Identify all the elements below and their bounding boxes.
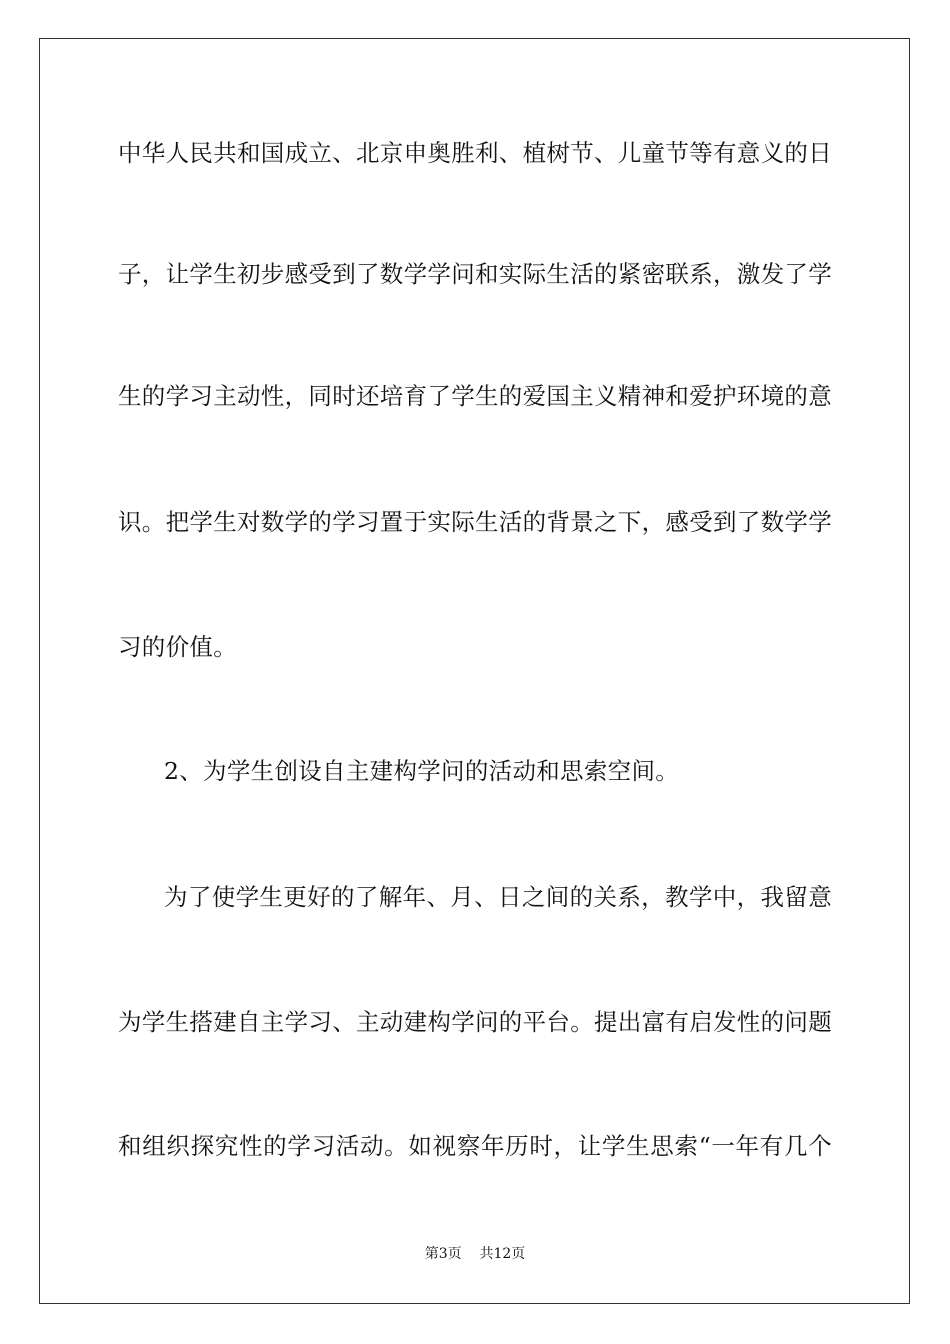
paragraph-line: 为学生搭建自主学习、主动建构学问的平台。提出富有启发性的问题 [118,1008,832,1036]
paragraph-line: 生的学习主动性，同时还培育了学生的爱国主义精神和爱护环境的意 [118,382,832,410]
paragraph-line: 习的价值。 [118,633,237,661]
paragraph-line: 和组织探究性的学习活动。如视察年历时，让学生思索“一年有几个 [118,1132,832,1160]
page-footer [0,1245,950,1263]
page-total: 共12页 [479,1246,526,1262]
paragraph-line: 中华人民共和国成立、北京申奥胜利、植树节、儿童节等有意义的日 [118,139,832,167]
paragraph-line: 子，让学生初步感受到了数学学问和实际生活的紧密联系，激发了学 [118,260,832,288]
paragraph-line: 识。把学生对数学的学习置于实际生活的背景之下，感受到了数学学 [118,508,832,536]
page-frame [39,38,910,1304]
paragraph-line: 为了使学生更好的了解年、月、日之间的关系，教学中，我留意 [164,883,832,911]
section-heading: 2、为学生创设自主建构学问的活动和思索空间。 [164,757,680,785]
page-number: 第3页 [424,1246,462,1262]
